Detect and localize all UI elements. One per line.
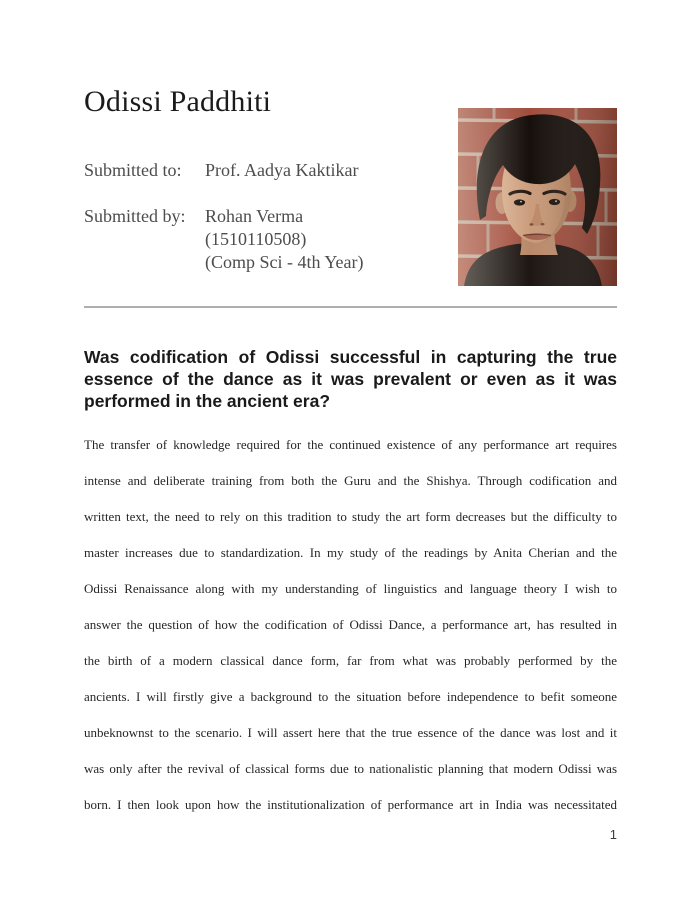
submitted-by-program: (Comp Sci - 4th Year) <box>205 252 364 272</box>
body-line: Odissi Renaissance along with my understanding of linguistics and language theory I wish to <box>84 581 617 596</box>
body-line: written text, the need to rely on this tradition to study the art form decreases but the difficulty to <box>84 509 617 524</box>
submitted-by-row <box>84 205 504 274</box>
body-line: ancients. I will firstly give a background to the situation before independence to befit someone <box>84 689 617 704</box>
body-line: was only after the revival of classical forms due to nationalistic planning that modern Odissi was <box>84 761 617 776</box>
body-paragraph <box>84 427 617 823</box>
submitted-by-label: Submitted by: <box>84 206 186 226</box>
portrait-person <box>458 108 617 286</box>
body-line: unbeknownst to the scenario. I will assert here that the true essence of the dance was lost and it <box>84 725 617 740</box>
submitted-by-details <box>205 205 364 274</box>
student-portrait-photo <box>458 108 617 286</box>
portrait-illustration <box>458 108 617 286</box>
page-title: Odissi Paddhiti <box>84 85 272 118</box>
question-heading <box>84 346 617 412</box>
body-line: intense and deliberate training from both the Guru and the Shishya. Through codification and <box>84 473 617 488</box>
divider-line <box>84 306 617 308</box>
body-line: answer the question of how the codification of Odissi Dance, a performance art, has resulted in <box>84 617 617 632</box>
page-number: 1 <box>609 827 617 842</box>
submitted-to-label: Submitted to: <box>84 160 182 180</box>
question-line: essence of the dance as it was prevalent or even as it was <box>84 369 617 389</box>
submitted-to-value: Prof. Aadya Kaktikar <box>205 160 359 180</box>
body-line: master increases due to standardization. In my study of the readings by Anita Cherian and the <box>84 545 617 560</box>
submitted-by-roll-number: (1510110508) <box>205 229 307 249</box>
body-line: The transfer of knowledge required for the continued existence of any performance art requires <box>84 437 617 452</box>
question-line: Was codification of Odissi successful in capturing the true <box>84 347 617 367</box>
question-line: performed in the ancient era? <box>84 391 331 411</box>
body-line: born. I then look upon how the institutionalization of performance art in India was necessitated <box>84 797 617 812</box>
submitted-by-name: Rohan Verma <box>205 206 304 226</box>
body-line: the birth of a modern classical dance form, far from what was probably performed by the <box>84 653 617 668</box>
submitted-to-row <box>84 159 504 182</box>
